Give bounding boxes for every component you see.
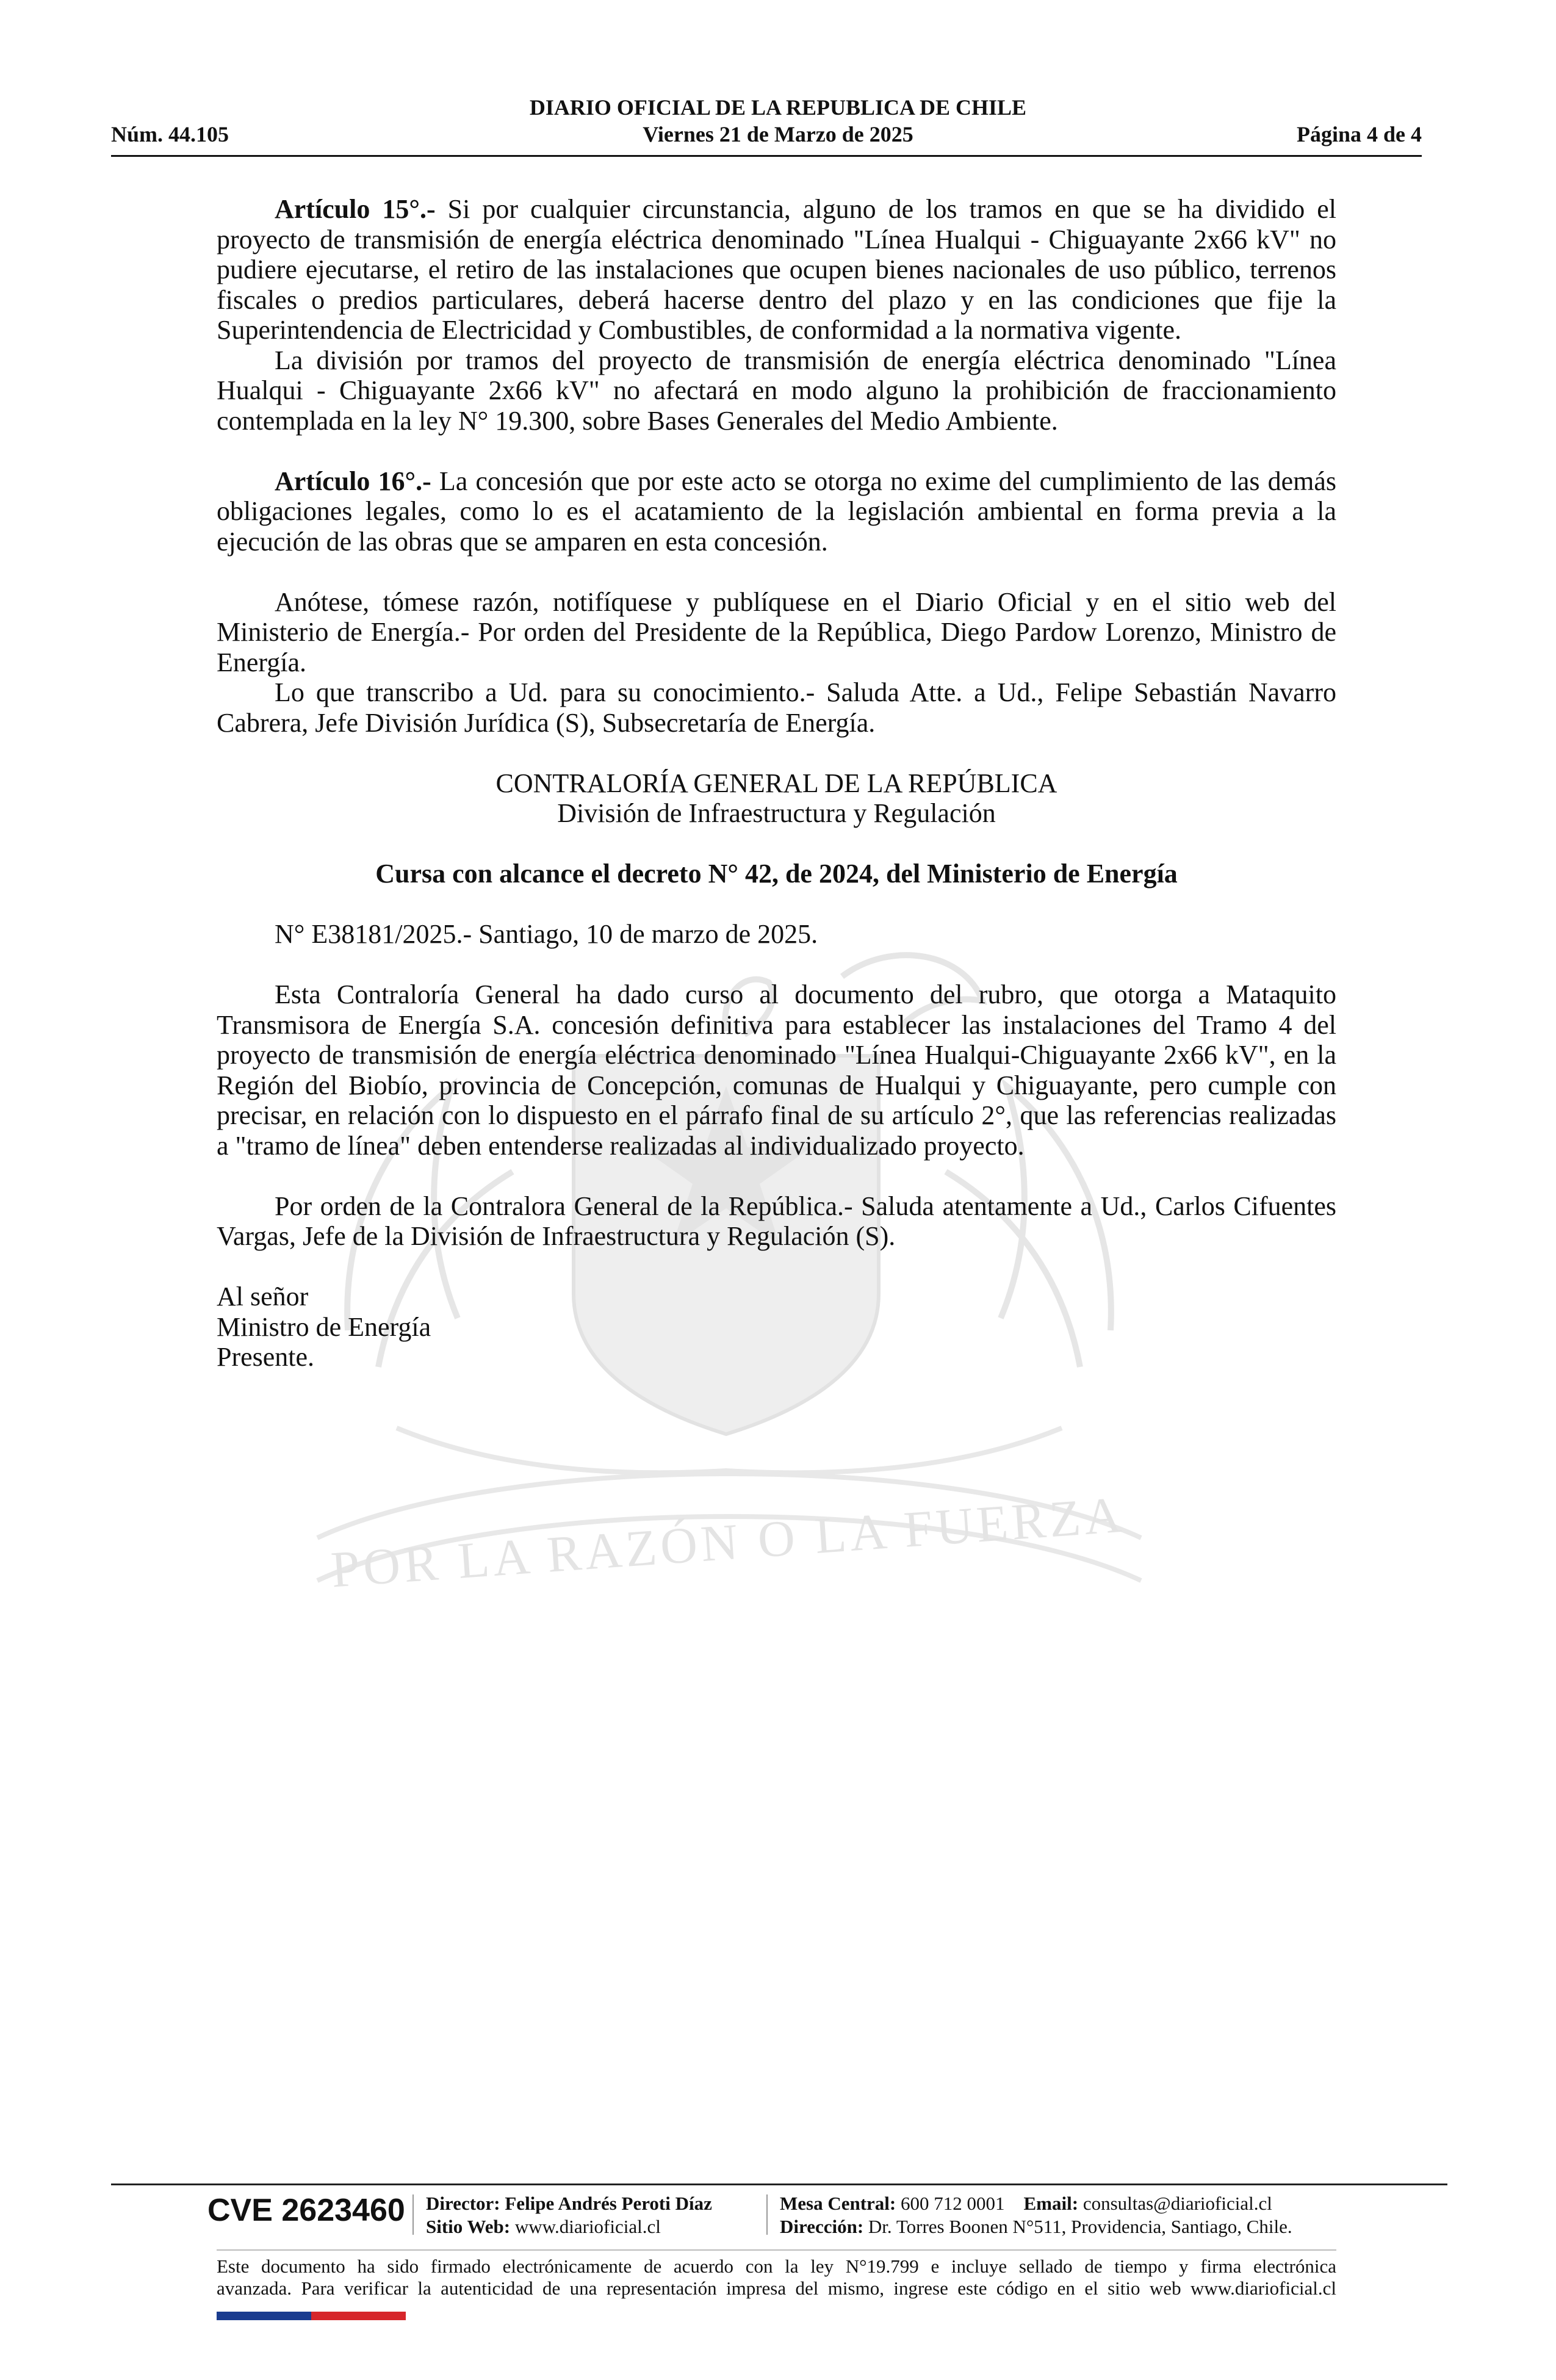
cve-code: CVE 2623460 — [207, 2193, 405, 2228]
article-15-heading: Artículo 15°.- — [275, 194, 436, 224]
closing-paragraph-2: Lo que transcribo a Ud. para su conocimiento.- Saluda Atte. a Ud., Felipe Sebastián Navarro Cabrera, Jefe División Jurídica (S), Subsecretaría de Energía. — [217, 677, 1336, 738]
footer-verification-note — [217, 2256, 1336, 2299]
website-link[interactable]: www.diarioficial.cl — [514, 2216, 661, 2237]
closing-paragraph-1: Anótese, tómese razón, notifíquese y publíquese en el Diario Oficial y en el sitio web del Ministerio de Energía.- Por orden del Presidente de la República, Diego Pardow Lorenzo, Ministro de Energía. — [217, 586, 1336, 677]
contraloria-body: Esta Contraloría General ha dado curso al documento del rubro, que otorga a Mataquito Transmisora de Energía S.A. concesión definitiva para establecer las instalaciones del Tramo 4 del proyecto de transmisión de energía eléctrica denominado "Línea Hualqui-Chiguayante 2x66 kV", en la Región del Biobío, provincia de Concepción, comunas de Hualqui y Chiguayante, pero cumple con precisar, en relación con lo dispuesto en el párrafo final de su artículo 2°, que las referencias realizadas a "tramo de línea" deben entenderse realizadas al individualizado proyecto. — [217, 979, 1336, 1161]
footer-separator — [412, 2194, 414, 2235]
article-15 — [217, 194, 1336, 345]
motto-text: POR LA RAZÓN O LA FUERZA — [329, 1486, 1127, 1599]
contraloria-reference: N° E38181/2025.- Santiago, 10 de marzo de 2025. — [275, 919, 818, 949]
email-label: Email: — [1023, 2193, 1079, 2214]
footer-thin-rule — [217, 2249, 1336, 2251]
publication-title: DIARIO OFICIAL DE LA REPUBLICA DE CHILE — [529, 95, 1027, 120]
addressee-line: Presente. — [217, 1342, 315, 1372]
phone-label: Mesa Central: — [780, 2193, 896, 2214]
article-16-heading: Artículo 16°.- — [275, 466, 431, 496]
flag-color-bar — [217, 2312, 406, 2320]
contraloria-signature: Por orden de la Contralora General de la República.- Saluda atentamente a Ud., Carlos Cifuentes Vargas, Jefe de la División de Infraestructura y Regulación (S). — [217, 1191, 1336, 1251]
footer-contact-block — [780, 2192, 1292, 2238]
director-label: Director: Felipe Andrés Peroti Díaz — [426, 2193, 712, 2214]
addressee-line: Al señor — [217, 1282, 309, 1311]
header-rule — [111, 155, 1422, 157]
article-15-paragraph-2: La división por tramos del proyecto de transmisión de energía eléctrica denominado "Línea Hualqui - Chiguayante 2x66 kV" no afectará en modo alguno la prohibición de fraccionamiento contemplada en la ley N° 19.300, sobre Bases Generales del Medio Ambiente. — [217, 345, 1336, 436]
footer-rule — [111, 2183, 1447, 2185]
document-body — [217, 194, 1336, 1372]
article-16 — [217, 466, 1336, 557]
verification-line-2: avanzada. Para verificar la autenticidad de una representación impresa del mismo, ingrese este código en el sitio web www.diarioficial.cl — [217, 2277, 1336, 2299]
issue-number: Núm. 44.105 — [111, 122, 229, 146]
contraloria-division: División de Infraestructura y Regulación — [557, 798, 996, 828]
address-text: Dr. Torres Boonen N°511, Providencia, Santiago, Chile. — [868, 2216, 1292, 2237]
verification-line-1: Este documento ha sido firmado electrónicamente de acuerdo con la ley N°19.799 e incluye sellado de tiempo y firma electrónica — [217, 2256, 1336, 2277]
contraloria-title: Cursa con alcance el decreto N° 42, de 2024, del Ministerio de Energía — [375, 859, 1178, 889]
footer-separator — [766, 2194, 768, 2235]
address-label: Dirección: — [780, 2216, 864, 2237]
page-indicator: Página 4 de 4 — [1296, 122, 1422, 146]
phone-number: 600 712 0001 — [901, 2193, 1005, 2214]
contraloria-institution: CONTRALORÍA GENERAL DE LA REPÚBLICA — [495, 768, 1057, 798]
article-15-text: Si por cualquier circunstancia, alguno de los tramos en que se ha dividido el proyecto de transmisión de energía eléctrica denominado "Línea Hualqui - Chiguayante 2x66 kV" no pudiere ejecutarse, el retiro de las instalaciones que ocupen bienes nacionales de uso público, terrenos fiscales o predios particulares, deberá hacerse dentro del plazo y en las condiciones que fije la Superintendencia de Electricidad y Combustibles, de conformidad a la normativa vigente. — [217, 194, 1337, 345]
footer-director-block — [426, 2192, 712, 2238]
article-16-text: La concesión que por este acto se otorga no exime del cumplimiento de las demás obligaciones legales, como lo es el acatamiento de la legislación ambiental en forma previa a la ejecución de las obras que se amparen en esta concesión. — [217, 466, 1336, 557]
flag-red-segment — [311, 2312, 406, 2320]
email-link[interactable]: consultas@diarioficial.cl — [1082, 2193, 1272, 2214]
website-label: Sitio Web: — [426, 2216, 511, 2237]
addressee-block — [217, 1282, 1336, 1372]
addressee-line: Ministro de Energía — [217, 1311, 431, 1342]
flag-blue-segment — [217, 2312, 311, 2320]
issue-date: Viernes 21 de Marzo de 2025 — [643, 122, 913, 146]
